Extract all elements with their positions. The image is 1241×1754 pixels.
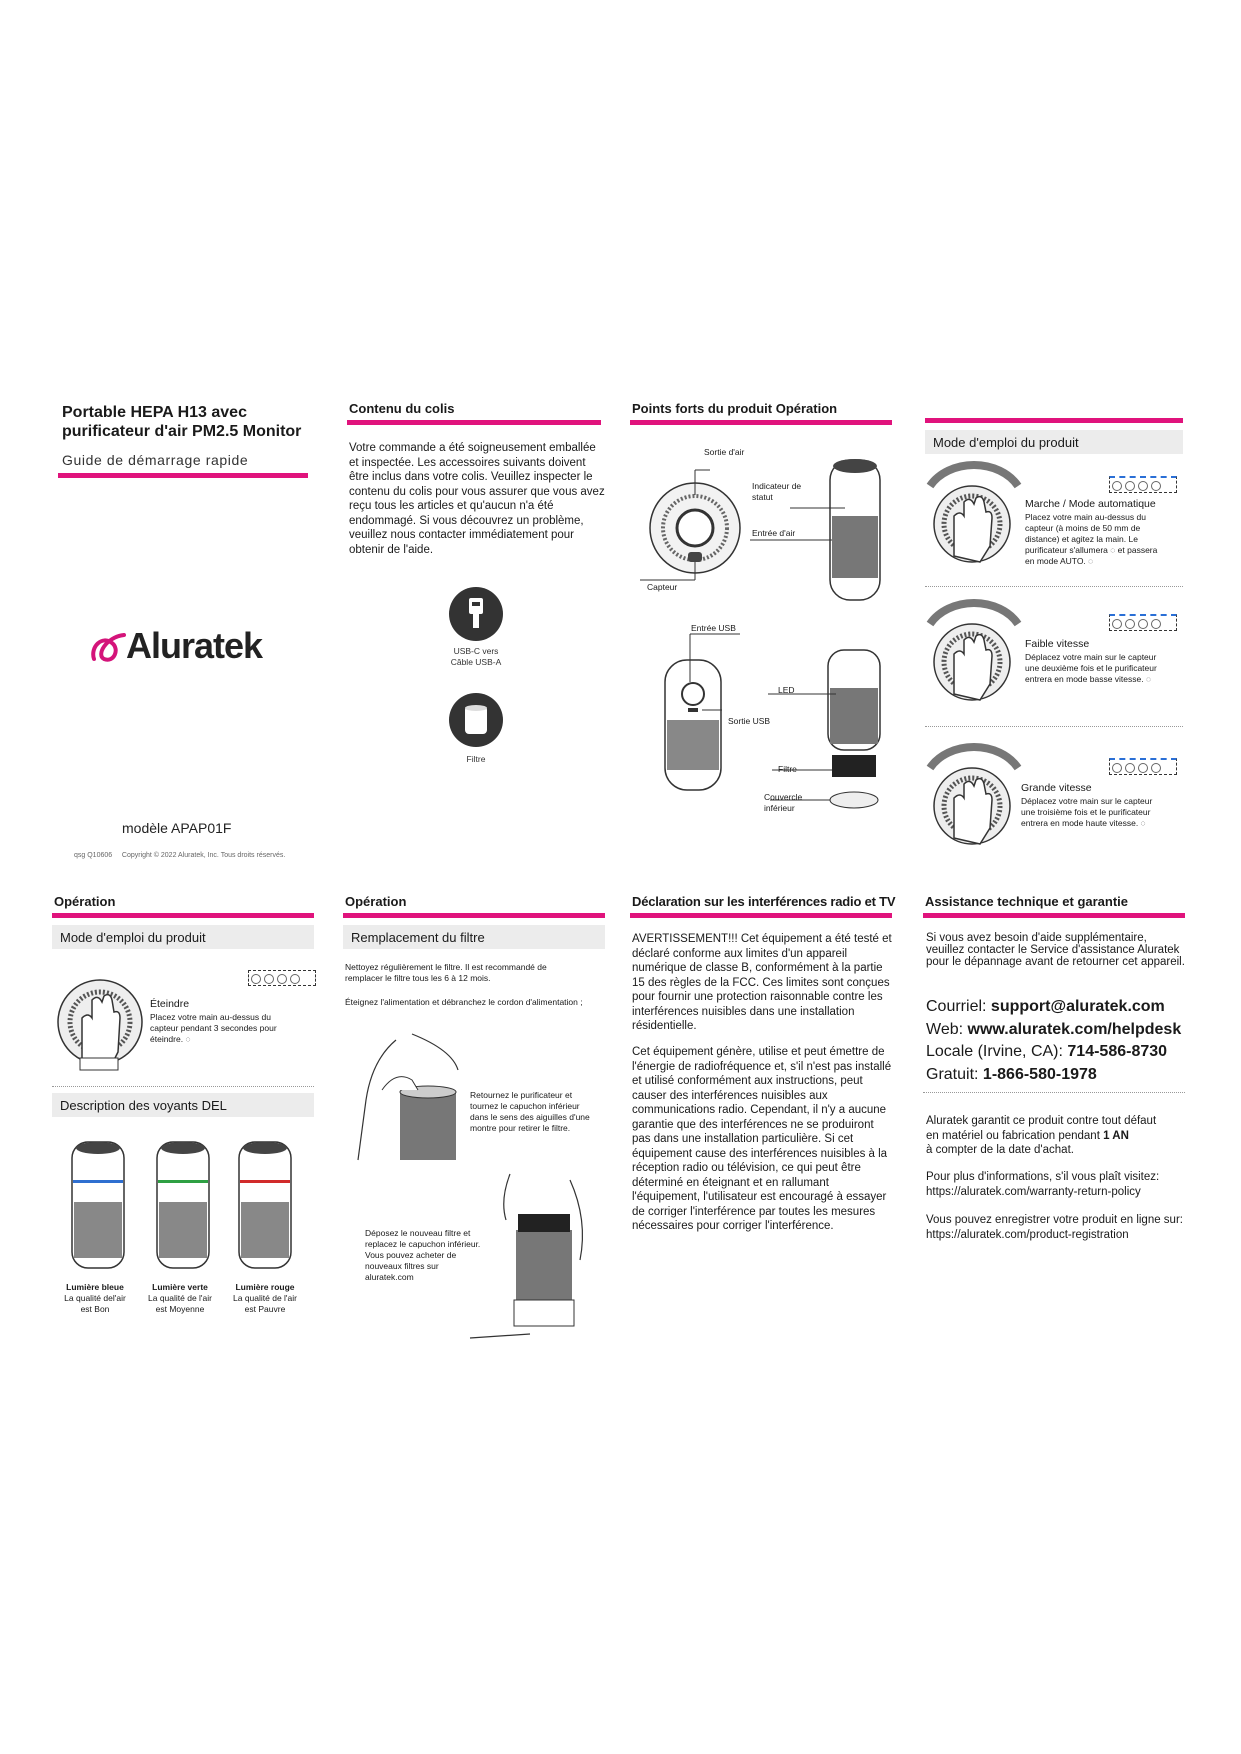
auto-text-2: capteur (à moins de 50 mm de bbox=[1025, 523, 1141, 533]
auto-text bbox=[1025, 512, 1185, 567]
step2-text-4: nouveaux filtres sur bbox=[365, 1261, 439, 1271]
warranty-line2-text: en matériel ou fabrication pendant bbox=[926, 1129, 1100, 1142]
highlights-divider bbox=[630, 420, 892, 425]
filter-op-text-2: remplacer le filtre tous les 6 à 12 mois. bbox=[345, 973, 491, 983]
status-indicator-low bbox=[1109, 614, 1177, 631]
web-link[interactable]: www.aluratek.com/helpdesk bbox=[967, 1020, 1182, 1038]
cover-title-line2: purificateur d'air PM2.5 Monitor bbox=[62, 423, 302, 440]
auto-text-3: distance) et agitez la main. Le bbox=[1025, 534, 1138, 544]
hand-sensor-icon bbox=[920, 466, 1030, 566]
usage-divider bbox=[925, 418, 1183, 423]
email-link[interactable]: support@aluratek.com bbox=[990, 998, 1165, 1015]
light-green-name: Lumière verte bbox=[152, 1282, 208, 1292]
logo-text: Aluratek bbox=[126, 625, 263, 666]
off-text-3-line: éteindre. ◌ bbox=[150, 1034, 191, 1044]
auto-title: Marche / Mode automatique bbox=[1025, 498, 1156, 510]
hand-sensor-off-icon bbox=[52, 974, 152, 1074]
free-label: Gratuit: bbox=[926, 1065, 979, 1083]
fcc-para1: AVERTISSEMENT!!! Cet équipement a été testé et déclaré conforme aux limites d'un appareil numérique de classe B, conformément à la partie 15 des règles de la FCC. Ces limites sont conçues pour fournir une protection raisonnable contre les interférences nuisibles dans une installation résidentielle. bbox=[632, 933, 892, 1032]
web-label: Web: bbox=[926, 1020, 964, 1038]
low-text-1: Déplacez votre main sur le capteur bbox=[1025, 652, 1157, 662]
filter-icon bbox=[448, 692, 504, 748]
status-indicator-high bbox=[1109, 758, 1177, 775]
cable-label-2: Câble USB-A bbox=[450, 657, 502, 667]
support-contacts bbox=[926, 996, 1181, 1086]
qsg-code: qsg Q10606 bbox=[74, 852, 113, 859]
high-text-2: une troisième fois et le purificateur bbox=[1021, 807, 1151, 817]
cable-label bbox=[430, 646, 522, 668]
fcc-divider bbox=[630, 913, 892, 918]
operation-usage-bar: Mode d'emploi du produit bbox=[52, 925, 314, 949]
high-title: Grande vitesse bbox=[1021, 782, 1092, 794]
light-red-line2: est Pauvre bbox=[244, 1304, 286, 1314]
light-green-line1: La qualité de l'air bbox=[148, 1293, 212, 1303]
low-text-2: une deuxième fois et le purificateur bbox=[1025, 663, 1157, 673]
cover-subtitle: Guide de démarrage rapide bbox=[62, 452, 249, 468]
off-text bbox=[150, 1012, 310, 1045]
free-line bbox=[926, 1064, 1181, 1087]
operation-divider bbox=[52, 913, 314, 918]
label-cover-1: Couvercle bbox=[764, 792, 803, 802]
purifier-red-icon bbox=[237, 1140, 293, 1270]
step2-text-1: Déposez le nouveau filtre et bbox=[365, 1228, 471, 1238]
label-led: LED bbox=[778, 685, 795, 695]
operation-divider-2 bbox=[52, 1086, 314, 1087]
label-status-1: Indicateur de bbox=[752, 481, 802, 491]
light-green-line2: est Moyenne bbox=[155, 1304, 205, 1314]
fcc-header: Déclaration sur les interférences radio et TV bbox=[632, 894, 896, 909]
light-blue-line2: est Bon bbox=[80, 1304, 110, 1314]
step2-text-3: Vous pouvez acheter de bbox=[365, 1250, 457, 1260]
hand-sensor-icon bbox=[920, 748, 1030, 848]
email-label: Courriel: bbox=[926, 998, 987, 1015]
cover-divider bbox=[58, 473, 308, 478]
warranty-text bbox=[926, 1114, 1188, 1158]
light-green-caption bbox=[137, 1282, 223, 1315]
web-line bbox=[926, 1019, 1181, 1042]
support-divider-2 bbox=[923, 1092, 1185, 1093]
label-air-in: Entrée d'air bbox=[752, 528, 796, 538]
reg-text bbox=[926, 1213, 1188, 1242]
auto-text-1: Placez votre main au-dessus du bbox=[1025, 512, 1146, 522]
light-red-caption bbox=[222, 1282, 308, 1315]
step1-text-4: montre pour retirer le filtre. bbox=[470, 1123, 571, 1133]
support-header: Assistance technique et garantie bbox=[925, 894, 1129, 909]
warranty-line2 bbox=[926, 1129, 1188, 1144]
high-text-1: Déplacez votre main sur le capteur bbox=[1021, 796, 1153, 806]
filter-op-text-1: Nettoyez régulièrement le filtre. Il est recommandé de bbox=[345, 962, 547, 972]
auto-text-4-line: purificateur s'allumera ◌ et passera bbox=[1025, 545, 1158, 555]
step1-text-2: tournez le capuchon inférieur bbox=[470, 1101, 580, 1111]
high-text bbox=[1021, 796, 1185, 829]
status-indicator-auto bbox=[1109, 476, 1177, 493]
label-usb-out: Sortie USB bbox=[728, 716, 771, 726]
purifier-green-icon bbox=[155, 1140, 211, 1270]
usage-bar: Mode d'emploi du produit bbox=[925, 430, 1183, 454]
contents-divider bbox=[347, 420, 601, 425]
light-blue-name: Lumière bleue bbox=[66, 1282, 124, 1292]
label-air-out: Sortie d'air bbox=[704, 447, 745, 457]
red-band bbox=[240, 1180, 290, 1183]
step2-text-2: replacez le capuchon inférieur. bbox=[365, 1239, 481, 1249]
step2-text bbox=[365, 1228, 495, 1283]
auto-text-4: purificateur s'allumera bbox=[1025, 545, 1108, 555]
high-text-3-line: entrera en mode haute vitesse. ◌ bbox=[1021, 818, 1146, 828]
remove-filter-illustration bbox=[352, 1030, 462, 1180]
support-divider bbox=[923, 913, 1185, 918]
purifier-blue-icon bbox=[70, 1140, 126, 1270]
auto-text-6-line: en mode AUTO. ◌ bbox=[1025, 556, 1094, 566]
step2-text-5: aluratek.com bbox=[365, 1272, 414, 1282]
cover-footer bbox=[74, 850, 285, 861]
model-line bbox=[122, 820, 231, 836]
copyright: Copyright © 2022 Aluratek, Inc. Tous droits réservés. bbox=[121, 852, 286, 859]
local-line bbox=[926, 1041, 1181, 1064]
off-text-1: Placez votre main au-dessus du bbox=[150, 1012, 271, 1022]
off-text-2: capteur pendant 3 secondes pour bbox=[150, 1023, 277, 1033]
filter-op-divider bbox=[343, 913, 605, 918]
auto-text-5: et passera bbox=[1117, 545, 1158, 555]
hand-sensor-icon bbox=[920, 604, 1030, 704]
filter-op-bar: Remplacement du filtre bbox=[343, 925, 605, 949]
info-text bbox=[926, 1170, 1188, 1199]
warranty-period: 1 AN bbox=[1103, 1129, 1129, 1142]
filter-op-text bbox=[345, 962, 607, 1008]
filter-op-text-3: Éteignez l'alimentation et débranchez le cordon d'alimentation ; bbox=[345, 997, 583, 1007]
free-phone: 1-866-580-1978 bbox=[982, 1065, 1097, 1083]
usage-divider-2 bbox=[925, 726, 1183, 727]
reg-url[interactable]: https://aluratek.com/product-registration bbox=[926, 1228, 1129, 1241]
led-bar: Description des voyants DEL bbox=[52, 1093, 314, 1117]
low-text-3: entrera en mode basse vitesse. bbox=[1025, 674, 1144, 684]
local-phone: 714-586-8730 bbox=[1067, 1043, 1168, 1060]
step1-text bbox=[470, 1090, 610, 1134]
support-intro: Si vous avez besoin d'aide supplémentaire, veuillez contacter le Service d'assistance Aluratek pour le dépannage avant de retourner cet appareil. bbox=[926, 932, 1185, 968]
label-sensor: Capteur bbox=[647, 582, 678, 592]
label-cover-2: inférieur bbox=[764, 803, 795, 813]
usb-cable-icon bbox=[448, 586, 504, 642]
email-line bbox=[926, 996, 1181, 1019]
light-blue-caption bbox=[52, 1282, 138, 1315]
label-usb-in: Entrée USB bbox=[691, 623, 736, 633]
high-text-3: entrera en mode haute vitesse. bbox=[1021, 818, 1139, 828]
purifier-side-diagram bbox=[660, 630, 960, 820]
filter-label: Filtre bbox=[466, 754, 486, 764]
usage-divider-1 bbox=[925, 586, 1183, 587]
highlights-header: Points forts du produit Opération bbox=[632, 401, 838, 416]
cover-title bbox=[62, 403, 301, 441]
contents-text: Votre commande a été soigneusement emballée et inspectée. Les accessoires suivants doivent être inclus dans votre colis. Veuillez inspecter le contenu du colis pour vous assurer que vous avez reçu tous les articles et qu'aucun n'a été endommagé. Si vous découvrez un problème, veuillez nous contacter immédiatement pour obtenir de l'aide. bbox=[349, 442, 605, 556]
filter-op-header: Opération bbox=[345, 894, 407, 909]
green-band bbox=[158, 1180, 208, 1183]
light-blue-line1: La qualité del'air bbox=[64, 1293, 126, 1303]
off-title: Éteindre bbox=[150, 998, 190, 1010]
light-red-name: Lumière rouge bbox=[235, 1282, 295, 1292]
auto-text-6: en mode AUTO. bbox=[1025, 556, 1086, 566]
contents-header: Contenu du colis bbox=[349, 401, 455, 416]
label-cover bbox=[764, 792, 802, 814]
light-red-line1: La qualité de l'air bbox=[233, 1293, 297, 1303]
low-text bbox=[1025, 652, 1185, 685]
fcc-para2: Cet équipement génère, utilise et peut émettre de l'énergie de radiofréquence et, s'il n'est pas installé et utilisé conformément aux instructions, peut causer des interférences nuisibles aux communications radio. Cependant, il n'y a aucune garantie que des interférences ne se produiront pas dans une installation particulière. Si cet équipement cause des interférences nuisibles à la réception radio ou télévision, ce qui peut être déterminé en éteignant et en rallumant l'équipement, l'utilisateur est encouragé à essayer de corriger l'interférence par toutes les mesures nécessaires pour corriger l'interférence. bbox=[632, 1046, 892, 1232]
model-number: APAP01F bbox=[171, 820, 232, 836]
info-line: Pour plus d'informations, s'il vous plaît visitez: bbox=[926, 1171, 1160, 1183]
step1-text-1: Retournez le purificateur et bbox=[470, 1090, 573, 1100]
model-label: modèle bbox=[122, 820, 168, 836]
label-status-2: statut bbox=[752, 492, 773, 502]
cover-title-line1: Portable HEPA H13 avec bbox=[62, 404, 247, 421]
label-status bbox=[752, 481, 801, 503]
reg-line: Vous pouvez enregistrer votre produit en ligne sur: bbox=[926, 1214, 1183, 1226]
step1-text-3: dans le sens des aiguilles d'une bbox=[470, 1112, 590, 1122]
status-indicator-off bbox=[248, 970, 316, 986]
off-text-3: éteindre. bbox=[150, 1034, 184, 1044]
local-label: Locale (Irvine, CA): bbox=[926, 1043, 1063, 1060]
warranty-line3: à compter de la date d'achat. bbox=[926, 1144, 1074, 1156]
low-title: Faible vitesse bbox=[1025, 638, 1090, 650]
cable-label-1: USB-C vers bbox=[453, 646, 499, 656]
operation-header: Opération bbox=[54, 894, 116, 909]
label-filter: Filtre bbox=[778, 764, 797, 774]
low-text-3-line: entrera en mode basse vitesse. ◌ bbox=[1025, 674, 1152, 684]
blue-band bbox=[73, 1180, 123, 1183]
info-url[interactable]: https://aluratek.com/warranty-return-policy bbox=[926, 1185, 1141, 1198]
warranty-line1: Aluratek garantit ce produit contre tout défaut bbox=[926, 1115, 1157, 1127]
